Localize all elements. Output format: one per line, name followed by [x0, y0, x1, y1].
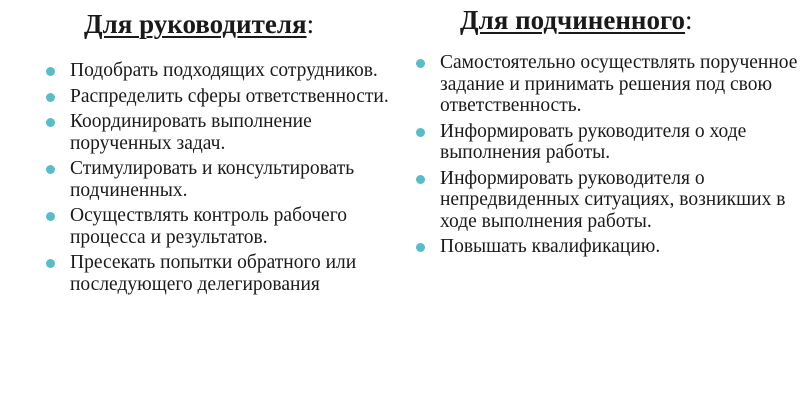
list-item	[416, 236, 800, 258]
list-item-text: Информировать руководителя о непредвиденных ситуациях, возникших в ходе выполнения работы.	[440, 167, 786, 232]
list-item-text: Повышать квалификацию.	[440, 236, 661, 257]
right-column	[416, 0, 800, 262]
right-heading-text: Для подчиненного	[460, 5, 686, 35]
list-item	[46, 158, 406, 201]
list-item-text: Пресекать попытки обратного или последующего делегирования	[70, 252, 357, 295]
right-list	[416, 52, 800, 258]
list-item	[416, 168, 800, 233]
list-item-text: Информировать руководителя о ходе выполнения работы.	[440, 120, 747, 163]
bullet-icon	[416, 59, 425, 68]
list-item	[46, 60, 406, 82]
bullet-icon	[416, 175, 425, 184]
bullet-icon	[46, 165, 55, 174]
list-item-text: Координировать выполнение порученных задач.	[70, 111, 312, 154]
list-item	[46, 86, 406, 108]
left-heading-text: Для руководителя	[84, 9, 307, 39]
list-item-text: Подобрать подходящих сотрудников.	[70, 60, 378, 81]
list-item-text: Осуществлять контроль рабочего процесса и результатов.	[70, 205, 347, 248]
bullet-icon	[46, 118, 55, 127]
bullet-icon	[46, 67, 55, 76]
list-item	[46, 111, 406, 154]
left-column	[46, 0, 406, 299]
list-item	[46, 252, 406, 295]
list-item-text: Распределить сферы ответственности.	[70, 85, 389, 107]
right-column-heading	[460, 4, 800, 36]
left-list	[46, 60, 406, 295]
bullet-icon	[416, 128, 425, 137]
list-item	[416, 121, 800, 164]
bullet-icon	[46, 93, 55, 102]
list-item	[416, 52, 800, 117]
left-heading-colon: :	[306, 9, 315, 39]
right-heading-colon: :	[685, 5, 693, 35]
bullet-icon	[46, 259, 55, 268]
left-column-heading	[84, 8, 406, 40]
list-item-text: Стимулировать и консультировать подчиненных.	[70, 158, 355, 201]
list-item	[46, 205, 406, 248]
bullet-icon	[46, 212, 55, 221]
bullet-icon	[416, 243, 425, 252]
list-item-text: Самостоятельно осуществлять порученное задание и принимать решения под свою ответственность.	[440, 52, 798, 116]
